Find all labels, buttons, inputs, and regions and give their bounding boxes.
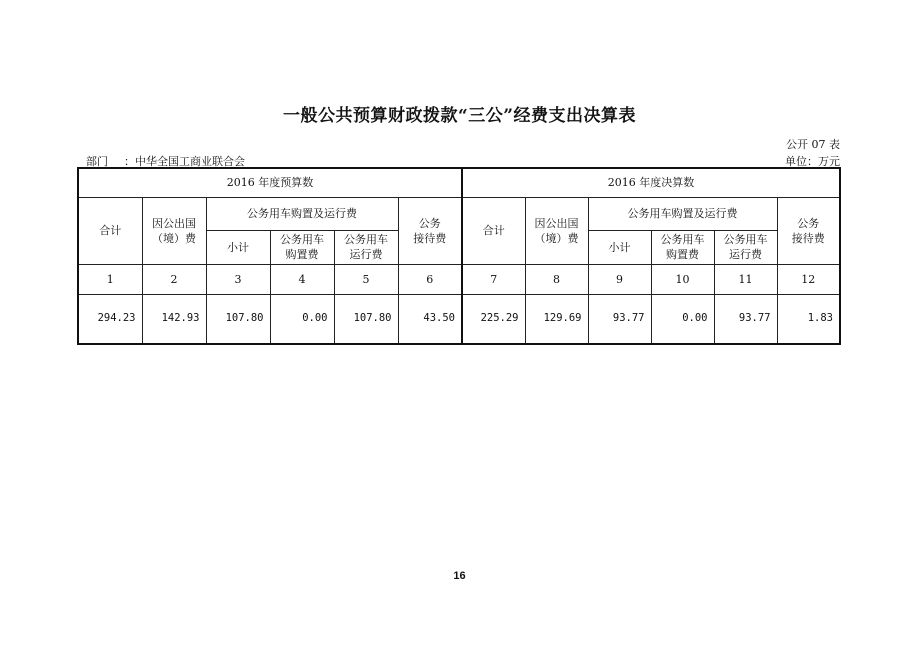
department-value: 中华全国工商业联合会 [135,155,245,168]
final-reception-value: 1.83 [777,294,840,344]
final-operation-line2: 运行费 [729,248,762,261]
final-vehicle-purchase-header [651,230,714,264]
budget-abroad-value: 142.93 [142,294,206,344]
column-number: 5 [334,264,398,294]
final-abroad-value: 129.69 [525,294,588,344]
page-title: 一般公共预算财政拨款“三公”经费支出决算表 [282,106,637,126]
final-abroad-line1: 因公出国 [534,216,579,230]
group-header-row [78,168,840,197]
budget-reception-line2: 接待费 [413,231,447,245]
column-header-row [78,197,840,230]
budget-vehicle-purchase-header [270,230,334,264]
budget-group-header: 2016 年度预算数 [78,168,462,197]
column-number: 6 [398,264,462,294]
final-vehicle-subtotal-header: 小计 [588,230,651,264]
budget-vehicle-group-header: 公务用车购置及运行费 [206,197,398,230]
column-number: 9 [588,264,651,294]
unit-label: 单位：万元 [785,155,840,168]
column-number: 1 [78,264,142,294]
final-operation-line1: 公务用车 [723,233,768,246]
final-purchase-line2: 购置费 [666,248,699,261]
column-number: 8 [525,264,588,294]
final-vehicle-operation-value: 93.77 [714,294,777,344]
column-number: 7 [462,264,525,294]
budget-operation-line1: 公务用车 [344,233,388,246]
final-total-value: 225.29 [462,294,525,344]
budget-reception-line1: 公务 [418,216,441,230]
column-number: 12 [777,264,840,294]
budget-reception-value: 43.50 [398,294,462,344]
budget-purchase-line2: 购置费 [285,248,319,261]
column-number: 10 [651,264,714,294]
department-separator: ： [124,155,135,168]
column-number-row [78,264,840,294]
budget-abroad-header [142,197,206,264]
value-row [78,294,840,344]
final-reception-line1: 公务 [797,216,820,230]
final-purchase-line1: 公务用车 [660,233,705,246]
expenditure-table [77,167,841,345]
budget-vehicle-purchase-value: 0.00 [270,294,334,344]
table-number: 公开 07 表 [786,138,840,151]
final-vehicle-purchase-value: 0.00 [651,294,714,344]
final-reception-header [777,197,840,264]
budget-vehicle-subtotal-header: 小计 [206,230,270,264]
final-vehicle-operation-header [714,230,777,264]
budget-abroad-line1: 因公出国 [152,216,196,230]
column-number: 2 [142,264,206,294]
budget-abroad-line2: （境）费 [152,231,196,245]
final-total-header: 合计 [462,197,525,264]
column-number: 4 [270,264,334,294]
budget-vehicle-operation-header [334,230,398,264]
final-reception-line2: 接待费 [791,231,825,245]
page-number: 16 [453,570,466,582]
final-vehicle-group-header: 公务用车购置及运行费 [588,197,777,230]
final-abroad-header [525,197,588,264]
column-number: 3 [206,264,270,294]
final-vehicle-subtotal-value: 93.77 [588,294,651,344]
department-label: 部门 [86,155,108,168]
budget-purchase-line1: 公务用车 [280,233,324,246]
budget-vehicle-subtotal-value: 107.80 [206,294,270,344]
budget-reception-header [398,197,462,264]
budget-total-value: 294.23 [78,294,142,344]
budget-vehicle-operation-value: 107.80 [334,294,398,344]
budget-total-header: 合计 [78,197,142,264]
column-number: 11 [714,264,777,294]
final-group-header: 2016 年度决算数 [462,168,840,197]
final-abroad-line2: （境）费 [534,231,579,245]
budget-operation-line2: 运行费 [349,248,383,261]
